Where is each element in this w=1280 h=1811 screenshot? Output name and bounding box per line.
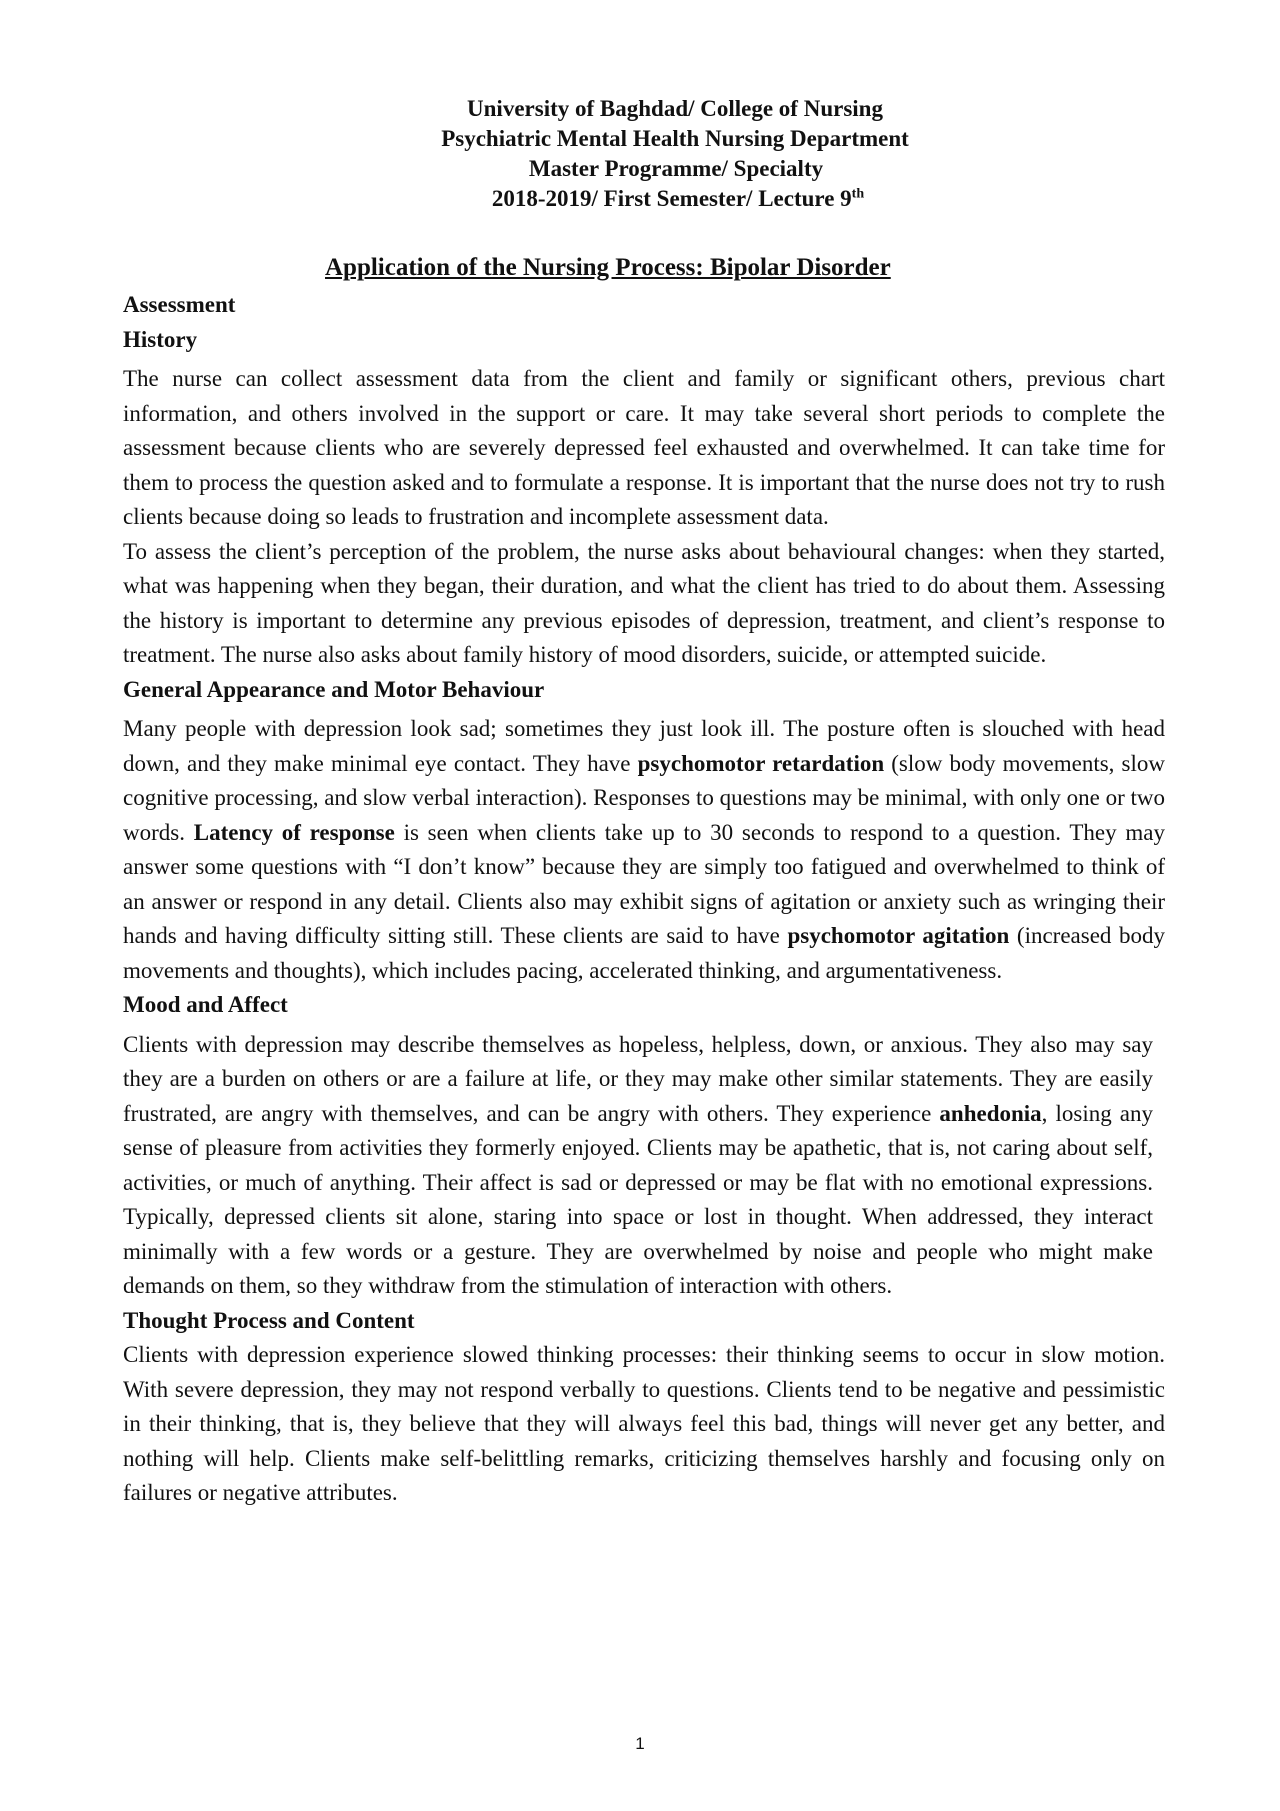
appearance-text-a: Many people with depression look sad; sometimes they just look ill. The posture often is slouched with head down, and they make minimal eye contact. They have <box>123 716 1165 776</box>
header-semester-sup: th <box>851 186 865 202</box>
history-paragraph-2: To assess the client’s perception of the problem, the nurse asks about behavioural changes: when they started, what was happening when they began, their duration, and what the client has tried to do about them. Assessing the history is important to determine any previous episodes of depression, treatment, and client’s response to treatment. The nurse also asks about family history of mood disorders, suicide, or attempted suicide. <box>123 538 1165 667</box>
document-title: Application of the Nursing Process: Bipolar Disorder <box>325 254 891 281</box>
appearance-text-e: (increased body movements and thoughts), which includes pacing, accelerated thinking, and argumentativeness. <box>123 923 1166 983</box>
section-heading-mood: Mood and Affect <box>123 992 288 1017</box>
appearance-text-d: is seen when clients take up to 30 seconds to respond to a question. They may answer some questions with “I don’t know” because they are simply too fatigued and overwhelmed to think of an answer or respond in any detail. Clients also may exhibit signs of agitation or anxiety such as wringing their hands and having difficulty sitting still. These clients are said to have <box>123 819 1165 948</box>
mood-paragraph <box>123 1028 1153 1304</box>
document-body <box>123 288 1165 1511</box>
history-paragraph-1: The nurse can collect assessment data from the client and family or significant others, previous chart information, and others involved in the support or care. It may take several short periods to complete the assessment because clients who are severely depressed feel exhausted and overwhelmed. It can take time for them to process the question asked and to formulate a response. It is important that the nurse does not try to rush clients because doing so leads to frustration and incomplete assessment data. <box>123 366 1165 529</box>
appearance-text-c: (slow body movements, slow cognitive processing, and slow verbal interaction). Responses to questions may be minimal, with only one or two words. <box>123 750 1166 845</box>
mood-text-c: , losing any sense of pleasure from activities they formerly enjoyed. Clients may be apathetic, that is, not caring about self, activities, or much of anything. Their affect is sad or depressed or may be flat with no emotional expressions. Typically, depressed clients sit alone, staring into space or lost in thought. When addressed, they interact minimally with a few words or a gesture. They are overwhelmed by noise and people who might make demands on them, so they withdraw from the stimulation of interaction with others. <box>123 1100 1153 1298</box>
term-anhedonia: anhedonia <box>939 1100 1042 1126</box>
page-number: 1 <box>635 1734 645 1753</box>
term-psychomotor-retardation: psychomotor retardation <box>637 750 885 776</box>
section-heading-thought: Thought Process and Content <box>123 1307 415 1333</box>
header-semester-text: 2018-2019/ First Semester/ Lecture 9 <box>491 186 852 211</box>
term-psychomotor-agitation: psychomotor agitation <box>787 923 1010 948</box>
mood-text-a: Clients with depression may describe themselves as hopeless, helpless, down, or anxious. They also may say they are a burden on others or are a failure at life, or they may make other similar statements. They are easily frustrated, are angry with themselves, and can be angry with others. They experience <box>123 1031 1153 1126</box>
section-heading-appearance: General Appearance and Motor Behaviour <box>123 676 545 702</box>
document-header <box>0 94 1280 214</box>
thought-paragraph: Clients with depression experience slowed thinking processes: their thinking seems to occur in slow motion. With severe depression, they may not respond verbally to questions. Clients tend to be negative and pessimistic in their thinking, that is, they believe that they will always feel this bad, things will never get any better, and nothing will help. Clients make self-belittling remarks, criticizing themselves harshly and focusing only on failures or negative attributes. <box>123 1342 1165 1505</box>
section-heading-assessment: Assessment <box>123 292 236 317</box>
section-heading-history: History <box>123 326 198 352</box>
appearance-paragraph <box>123 712 1165 988</box>
header-programme: Master Programme/ Specialty <box>528 156 824 181</box>
header-university: University of Baghdad/ College of Nursing <box>467 96 883 121</box>
term-latency-of-response: Latency of response <box>193 819 395 845</box>
header-department: Psychiatric Mental Health Nursing Department <box>441 126 909 151</box>
header-semester <box>38 184 1280 214</box>
